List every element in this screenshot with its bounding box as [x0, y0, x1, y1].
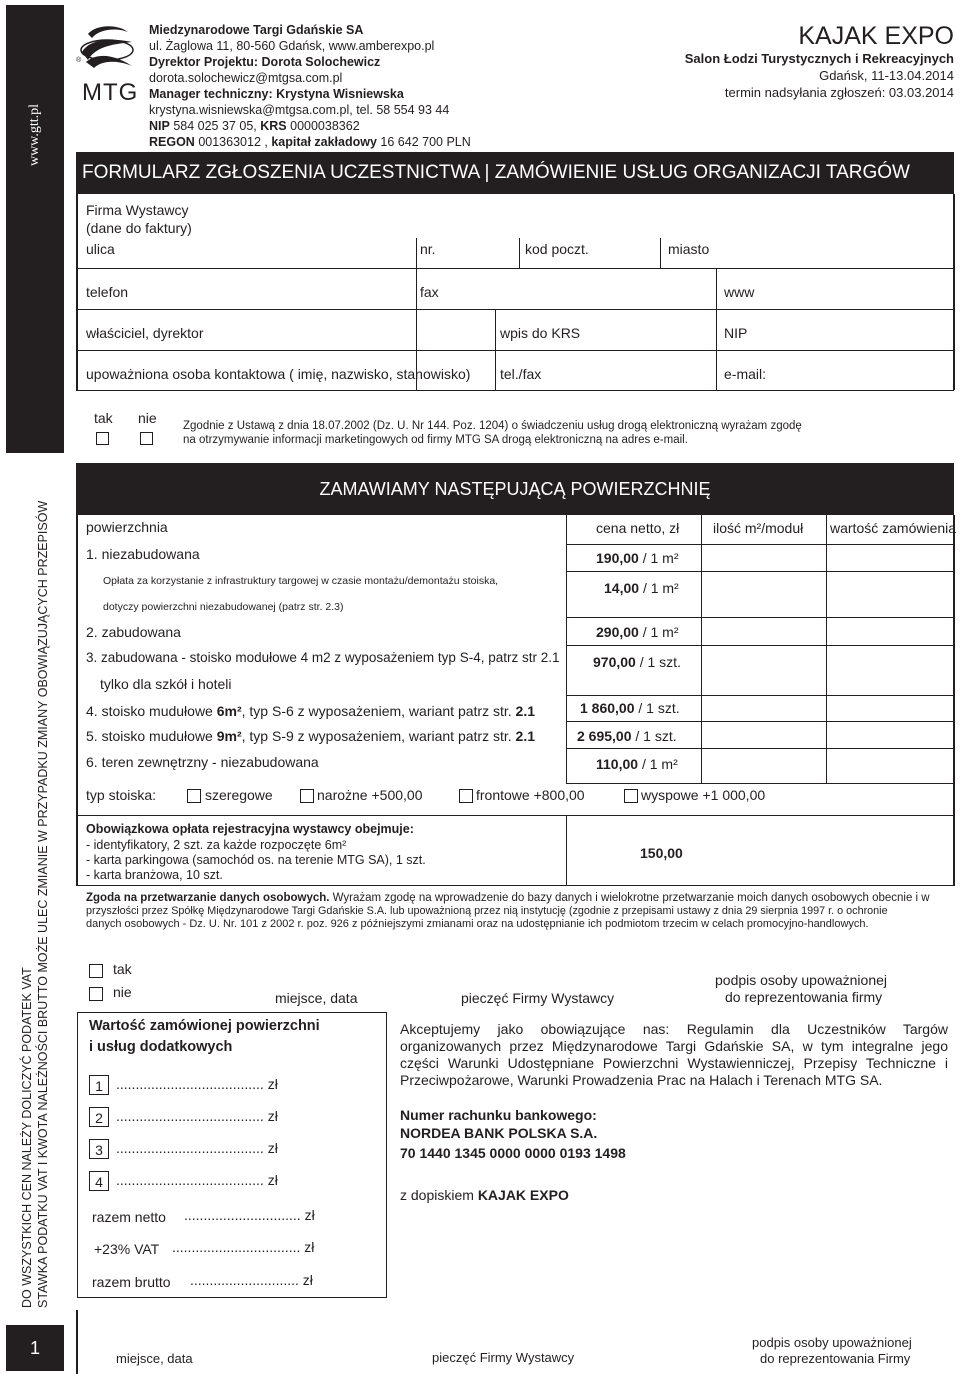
field-contact-person[interactable]: upoważniona osoba kontaktowa ( imię, nazwisko, stanowisko) — [86, 366, 471, 382]
grid-vline — [660, 238, 661, 268]
reg-title: Obowiązkowa opłata rejestracyjna wystawcy obejmuje: — [86, 822, 414, 836]
totals-netto-field[interactable]: .............................. zł — [184, 1207, 315, 1223]
totals-title1: Wartość zamówionej powierzchni — [89, 1018, 320, 1034]
bottom-sign-line2: do reprezentowania Firmy — [760, 1351, 911, 1366]
item-3-note: tylko dla szkół i hoteli — [100, 676, 232, 692]
row-line — [566, 695, 954, 696]
grid-vline — [519, 238, 520, 268]
reg-price: 150,00 — [640, 845, 683, 861]
totals-vat-field[interactable]: ................................. zł — [172, 1239, 315, 1255]
reg-left-border — [76, 816, 78, 886]
director-email: dorota.solochewicz@mtgsa.com.pl — [149, 71, 343, 85]
signature-authorized-line1: podpis osoby upoważnionej — [715, 972, 888, 988]
svg-text:MTG: MTG — [82, 79, 139, 106]
price-4: 1 860,00 / 1 szt. — [580, 700, 680, 716]
event-subtitle: Salon Łodzi Turystycznych i Rekreacyjnych — [684, 51, 954, 66]
order-title: ZAMAWIAMY NASTĘPUJĄCĄ POWIERZCHNIĘ — [76, 463, 954, 515]
stand-frontowe-label: frontowe +800,00 — [476, 787, 585, 803]
stand-type-label: typ stoiska: — [86, 787, 157, 803]
consent-text-line1: Zgodnie z Ustawą z dnia 18.07.2002 (Dz. U. Nr 144. Poz. 1204) o świadczeniu usług drogą elektroniczną wyrażam zgodę — [183, 420, 802, 432]
sidebar-url-text: www.gtt.pl — [27, 103, 42, 167]
page-number: 1 — [29, 1337, 40, 1358]
acceptance-text: Akceptujemy jako obowiązujące nas: Regulamin dla Uczestników Targów organizowanych przez Międzynarodowe Targi Gdańskie SA, w tym integralne jego części Warunki Udostępniane Powierzchni Wystawienniczej, Przepisy Techniczne i Przeciwpożarowe, Warunki Prowadzenia Prac na Halach i Terenach MTG SA. — [400, 1021, 948, 1088]
mtg-logo-icon — [74, 20, 140, 110]
reg-vline — [566, 816, 567, 886]
bottom-stamp: pieczęć Firmy Wystawcy — [432, 1350, 575, 1365]
stand-narozne-checkbox[interactable] — [300, 789, 314, 803]
item-5: 5. stoisko mudułowe 9m², typ S-9 z wyposażeniem, wariant patrz str. 2.1 — [86, 728, 535, 744]
totals-brutto-label: razem brutto — [92, 1274, 171, 1290]
grid-left-border — [76, 194, 78, 390]
field-miasto[interactable]: miasto — [668, 241, 710, 257]
col-line-qty — [701, 515, 702, 784]
data-consent-line1: Zgoda na przetwarzanie danych osobowych. Wyrażam zgodę na wprowadzenie do bazy danych i wielokrotne przetwarzanie moich danych osobowych obecnie i w — [86, 892, 930, 904]
stand-szeregowe-label: szeregowe — [205, 787, 273, 803]
event-title: KAJAK EXPO — [798, 22, 954, 50]
reg-bottom-line — [76, 885, 954, 886]
totals-vat-label: +23% VAT — [94, 1241, 160, 1257]
totals-line-4[interactable]: ...................................... zł — [116, 1172, 278, 1188]
fee-line1: Opłata za korzystanie z infrastruktury targowej w czasie montażu/demontażu stoiska, — [103, 575, 499, 587]
totals-netto-label: razem netto — [92, 1209, 166, 1225]
label-firma-sub: (dane do faktury) — [86, 220, 192, 236]
bottom-left-border — [76, 1310, 78, 1374]
item-1: 1. niezabudowana — [86, 546, 200, 562]
row-line — [566, 544, 954, 545]
item-6: 6. teren zewnętrzny - niezabudowana — [86, 754, 319, 770]
grid-right-border — [953, 194, 955, 390]
field-email[interactable]: e-mail: — [724, 366, 767, 382]
stand-wyspowe-label: wyspowe +1 000,00 — [641, 787, 766, 803]
payment-note: z dopiskiem KAJAK EXPO — [400, 1187, 569, 1203]
row-line — [566, 645, 954, 646]
grid-line — [76, 309, 954, 310]
event-deadline: termin nadsyłania zgłoszeń: 03.03.2014 — [724, 85, 954, 100]
event-dates: Gdańsk, 11-13.04.2014 — [819, 68, 954, 83]
header-ilosc: ilość m²/moduł — [713, 520, 804, 536]
table-left-border — [76, 515, 78, 816]
field-nip[interactable]: NIP — [724, 325, 748, 341]
data-consent-line2: przyszłości przez Spółkę Międzynarodowe Targi Gdańskie S.A. lub upoważnioną przez nią instytucję (zgodnie z przepisami ustawy z dnia 29 sierpnia 1997 r. o ochronie — [86, 905, 888, 917]
field-nr[interactable]: nr. — [420, 241, 436, 257]
consent-tak-label: tak — [94, 410, 113, 426]
col-line-value — [826, 515, 827, 784]
stand-wyspowe-checkbox[interactable] — [624, 789, 638, 803]
grid-line — [76, 268, 954, 269]
field-krs[interactable]: wpis do KRS — [500, 325, 581, 341]
grid-vline — [495, 310, 496, 390]
vat-notice — [6, 458, 64, 1320]
stand-narozne-label: narożne +500,00 — [317, 787, 423, 803]
item-2: 2. zabudowana — [86, 624, 181, 640]
vat-notice-line2: STAWKA PODATKU VAT I KWOTA NALEŻNOŚCI BRUTTO MOŻE ULEC ZMIANIE W PRZYPADKU ZMIANY OBOWIĄZUJĄCYCH PRZEPISÓW — [36, 500, 50, 1308]
reg-line2: - karta parkingowa (samochód os. na terenie MTG SA), 1 szt. — [86, 853, 426, 867]
vat-notice-line1: DO WSZYSTKICH CEN NALEŻY DOLICZYĆ PODATEK VAT — [20, 967, 34, 1308]
label-firma: Firma Wystawcy — [86, 202, 189, 218]
data-consent-nie-checkbox[interactable] — [89, 987, 103, 1001]
row-line — [566, 617, 954, 618]
field-kod-poczt[interactable]: kod poczt. — [525, 241, 589, 257]
totals-number-3: 3 — [89, 1139, 109, 1159]
data-consent-tak-label: tak — [113, 961, 132, 977]
price-1: 190,00 / 1 m² — [596, 550, 679, 566]
bank-account: 70 1440 1345 0000 0000 0193 1498 — [400, 1145, 626, 1161]
reg-line3: - karta branżowa, 10 szt. — [86, 868, 223, 882]
item-3: 3. zabudowana - stoisko modułowe 4 m2 z wyposażeniem typ S-4, patrz str 2.1 — [86, 650, 560, 665]
mtg-logo — [74, 20, 140, 110]
sidebar-url — [6, 5, 64, 453]
totals-number-1: 1 — [89, 1075, 109, 1095]
totals-line-1[interactable]: ...................................... zł — [116, 1076, 278, 1092]
price-3: 970,00 / 1 szt. — [593, 654, 681, 670]
totals-brutto-field[interactable]: ............................ zł — [190, 1272, 313, 1288]
field-telefon[interactable]: telefon — [86, 284, 129, 300]
bottom-place-date: miejsce, data — [116, 1351, 193, 1366]
organizer-info — [149, 22, 471, 150]
fee-line2: dotyczy powierzchni niezabudowanej (patrz str. 2.3) — [103, 601, 344, 613]
reg-right-border — [953, 816, 955, 886]
manager-contact: krystyna.wisniewska@mtgsa.com.pl, tel. 58 554 93 44 — [149, 103, 450, 117]
grid-line — [76, 390, 954, 391]
row-line — [566, 571, 954, 572]
stand-frontowe-checkbox[interactable] — [459, 789, 473, 803]
totals-number-4: 4 — [89, 1171, 109, 1191]
consent-nie-checkbox[interactable] — [140, 432, 153, 445]
header-cena: cena netto, zł — [596, 520, 680, 536]
regon-line: REGON 001363012 , kapitał zakładowy 16 642 700 PLN — [149, 135, 471, 149]
form-title: FORMULARZ ZGŁOSZENIA UCZESTNICTWA | ZAMÓWIENIE USŁUG ORGANIZACJI TARGÓW — [76, 152, 954, 194]
table-right-border — [953, 515, 955, 816]
col-line-price — [566, 515, 567, 784]
consent-text-line2: na otrzymywanie informacji marketingowych od firmy MTG SA drogą elektroniczną na adres e-mail. — [183, 434, 688, 446]
grid-line — [76, 350, 954, 351]
row-line — [566, 783, 954, 784]
grid-vline — [716, 268, 717, 390]
table-bottom-line — [76, 815, 954, 816]
header-powierzchnia: powierzchnia — [86, 519, 168, 535]
field-ulica[interactable]: ulica — [86, 241, 115, 257]
totals-number-2: 2 — [89, 1107, 109, 1127]
svg-text:®: ® — [76, 57, 82, 64]
price-2: 290,00 / 1 m² — [596, 624, 679, 640]
consent-tak-checkbox[interactable] — [96, 432, 109, 445]
row-line — [566, 721, 954, 722]
row-line — [566, 748, 954, 749]
bottom-sign-line1: podpis osoby upoważnionej — [752, 1335, 912, 1350]
reg-line1: - identyfikatory, 2 szt. za każde rozpoczęte 6m² — [86, 838, 347, 852]
field-wlasciciel[interactable]: właściciel, dyrektor — [86, 325, 204, 341]
price-5: 2 695,00 / 1 szt. — [577, 728, 677, 744]
totals-title2: i usług dodatkowych — [89, 1039, 233, 1055]
technical-manager: Manager techniczny: Krystyna Wisniewska — [149, 87, 404, 101]
event-info — [685, 22, 954, 101]
project-director: Dyrektor Projektu: Dorota Solochewicz — [149, 55, 381, 69]
item-4: 4. stoisko mudułowe 6m², typ S-6 z wyposażeniem, wariant patrz str. 2.1 — [86, 703, 535, 719]
price-fee: 14,00 / 1 m² — [604, 580, 679, 596]
signature-place-date: miejsce, data — [275, 990, 358, 1006]
organizer-name: Miedzynarodowe Targi Gdańskie SA — [149, 23, 364, 37]
field-www[interactable]: www — [724, 284, 755, 300]
nip-krs-line: NIP 584 025 37 05, KRS 0000038362 — [149, 119, 360, 133]
signature-authorized-line2: do reprezentowania firmy — [725, 989, 883, 1005]
consent-nie-label: nie — [138, 410, 157, 426]
bank-name: NORDEA BANK POLSKA S.A. — [400, 1125, 598, 1141]
totals-line-3[interactable]: ...................................... zł — [116, 1140, 278, 1156]
data-consent-tak-checkbox[interactable] — [89, 964, 103, 978]
field-tel-fax[interactable]: tel./fax — [500, 366, 542, 382]
field-fax[interactable]: fax — [420, 284, 439, 300]
header-wartosc: wartość zamówienia — [830, 520, 957, 536]
data-consent-nie-label: nie — [113, 984, 132, 1000]
totals-line-2[interactable]: ...................................... zł — [116, 1108, 278, 1124]
data-consent-line3: danych osobowych - Dz. U. Nr. 101 z 2002 r. poz. 926 z późniejszymi zmianami oraz na udostępnianie ich podmiotom trzecim w celach promocyjno-handlowych. — [86, 918, 869, 930]
price-6: 110,00 / 1 m² — [596, 756, 678, 772]
stand-szeregowe-checkbox[interactable] — [187, 789, 201, 803]
bank-label: Numer rachunku bankowego: — [400, 1107, 597, 1123]
signature-stamp: pieczęć Firmy Wystawcy — [461, 990, 615, 1006]
organizer-address: ul. Żaglowa 11, 80-560 Gdańsk, www.amberexpo.pl — [149, 39, 435, 53]
